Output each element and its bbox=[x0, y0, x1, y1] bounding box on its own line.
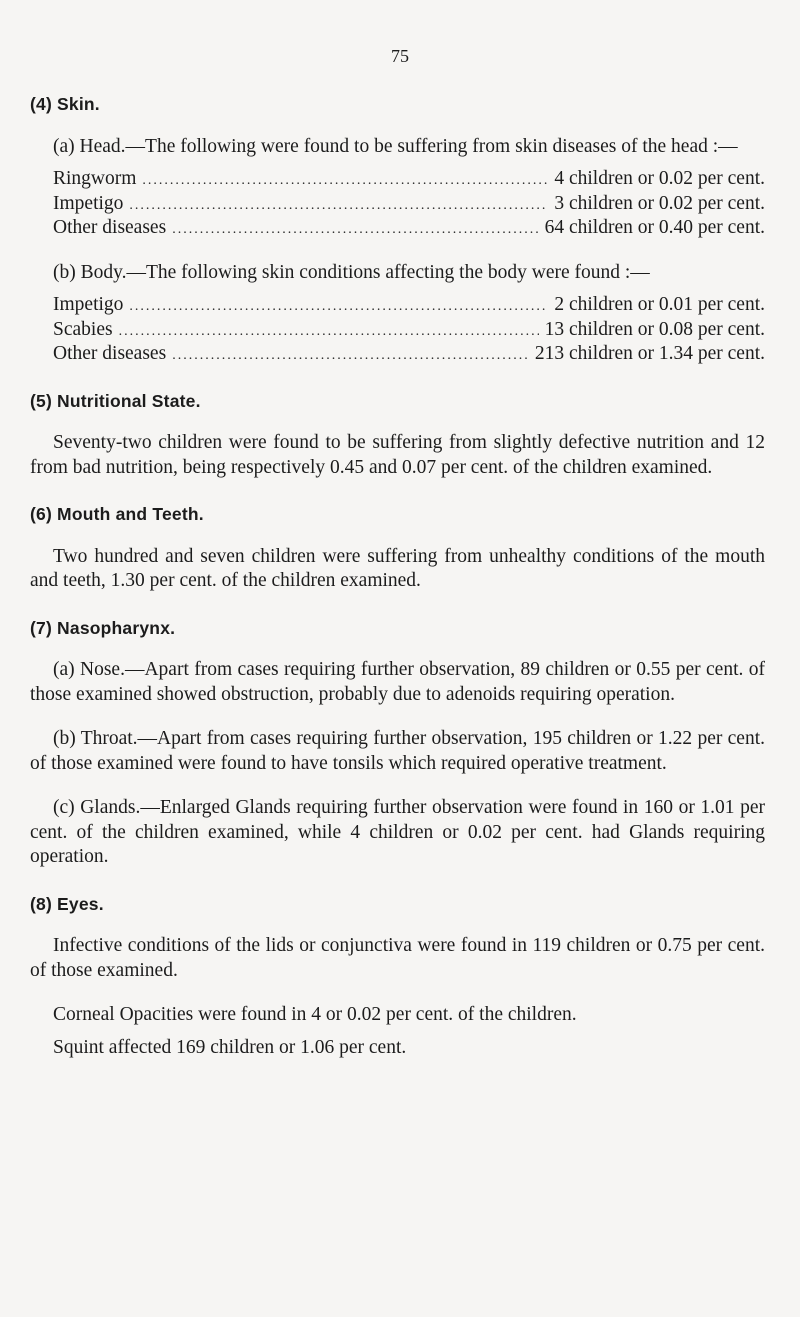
dot-leader bbox=[172, 344, 529, 369]
heading-eyes: (8) Eyes. bbox=[30, 893, 104, 914]
nutrition-text: Seventy-two children were found to be suffering from slightly defective nutrition and 12 from bad nutrition, being respectively 0.45 and 0.07 per cent. of the children examined. bbox=[30, 432, 765, 478]
condition-label: Impetigo bbox=[53, 294, 124, 315]
condition-value: 213 children or 1.34 per cent. bbox=[534, 343, 765, 364]
skin-head-list bbox=[53, 167, 765, 241]
eyes-corneal-text: Corneal Opacities were found in 4 or 0.02 per cent. of the children. bbox=[53, 1004, 577, 1025]
dot-leader bbox=[142, 169, 548, 194]
nose-text: (a) Nose.—Apart from cases requiring further observation, 89 children or 0.55 per cent. of those examined showed obstruction, probably due to adenoids requiring operation. bbox=[30, 659, 765, 705]
section-mouth-teeth bbox=[30, 502, 765, 594]
condition-value: 64 children or 0.40 per cent. bbox=[544, 217, 765, 238]
eyes-infective-text: Infective conditions of the lids or conjunctiva were found in 119 children or 0.75 per cent. of those examined. bbox=[30, 935, 765, 981]
list-item bbox=[53, 293, 765, 318]
condition-label: Impetigo bbox=[53, 192, 124, 214]
section-eyes bbox=[30, 892, 765, 1061]
skin-head-intro: (a) Head.—The following were found to be suffering from skin diseases of the head :— bbox=[53, 135, 738, 157]
mouth-text: Two hundred and seven children were suffering from unhealthy conditions of the mouth and teeth, 1.30 per cent. of the children examined. bbox=[30, 545, 765, 591]
dot-leader bbox=[172, 218, 538, 243]
eyes-squint-text: Squint affected 169 children or 1.06 per cent. bbox=[53, 1036, 407, 1058]
list-item bbox=[53, 192, 765, 217]
condition-value: 13 children or 0.08 per cent. bbox=[544, 318, 765, 340]
glands-text: (c) Glands.—Enlarged Glands requiring further observation were found in 160 or 1.01 per cent. of the children examined, while 4 children or 0.02 per cent. had Glands requiring operation. bbox=[30, 797, 765, 867]
heading-mouth-teeth: (6) Mouth and Teeth. bbox=[30, 504, 204, 524]
condition-label: Other diseases bbox=[53, 343, 167, 364]
page-content bbox=[30, 92, 765, 1082]
condition-value: 4 children or 0.02 per cent. bbox=[554, 168, 765, 189]
list-item bbox=[53, 318, 765, 343]
section-nutrition bbox=[30, 389, 765, 481]
condition-label: Other diseases bbox=[53, 217, 167, 238]
dot-leader bbox=[129, 295, 548, 320]
page-number: 75 bbox=[391, 46, 409, 66]
section-nasopharynx bbox=[30, 616, 765, 870]
throat-text: (b) Throat.—Apart from cases requiring further observation, 195 children or 1.22 per cent. of those examined were found to have tonsils which required operative treatment. bbox=[30, 728, 765, 774]
heading-nutrition: (5) Nutritional State. bbox=[30, 390, 201, 411]
list-item bbox=[53, 216, 765, 241]
condition-label: Ringworm bbox=[53, 168, 137, 189]
skin-body-list bbox=[53, 293, 765, 367]
condition-value: 2 children or 0.01 per cent. bbox=[554, 294, 765, 315]
list-item bbox=[53, 167, 765, 192]
condition-label: Scabies bbox=[53, 318, 113, 340]
heading-skin: (4) Skin. bbox=[30, 94, 100, 114]
condition-value: 3 children or 0.02 per cent. bbox=[554, 192, 765, 214]
skin-body-intro: (b) Body.—The following skin conditions affecting the body were found :— bbox=[53, 261, 650, 283]
list-item bbox=[53, 342, 765, 367]
dot-leader bbox=[119, 320, 539, 345]
section-skin bbox=[30, 92, 765, 367]
dot-leader bbox=[129, 194, 548, 219]
heading-nasopharynx: (7) Nasopharynx. bbox=[30, 617, 176, 638]
